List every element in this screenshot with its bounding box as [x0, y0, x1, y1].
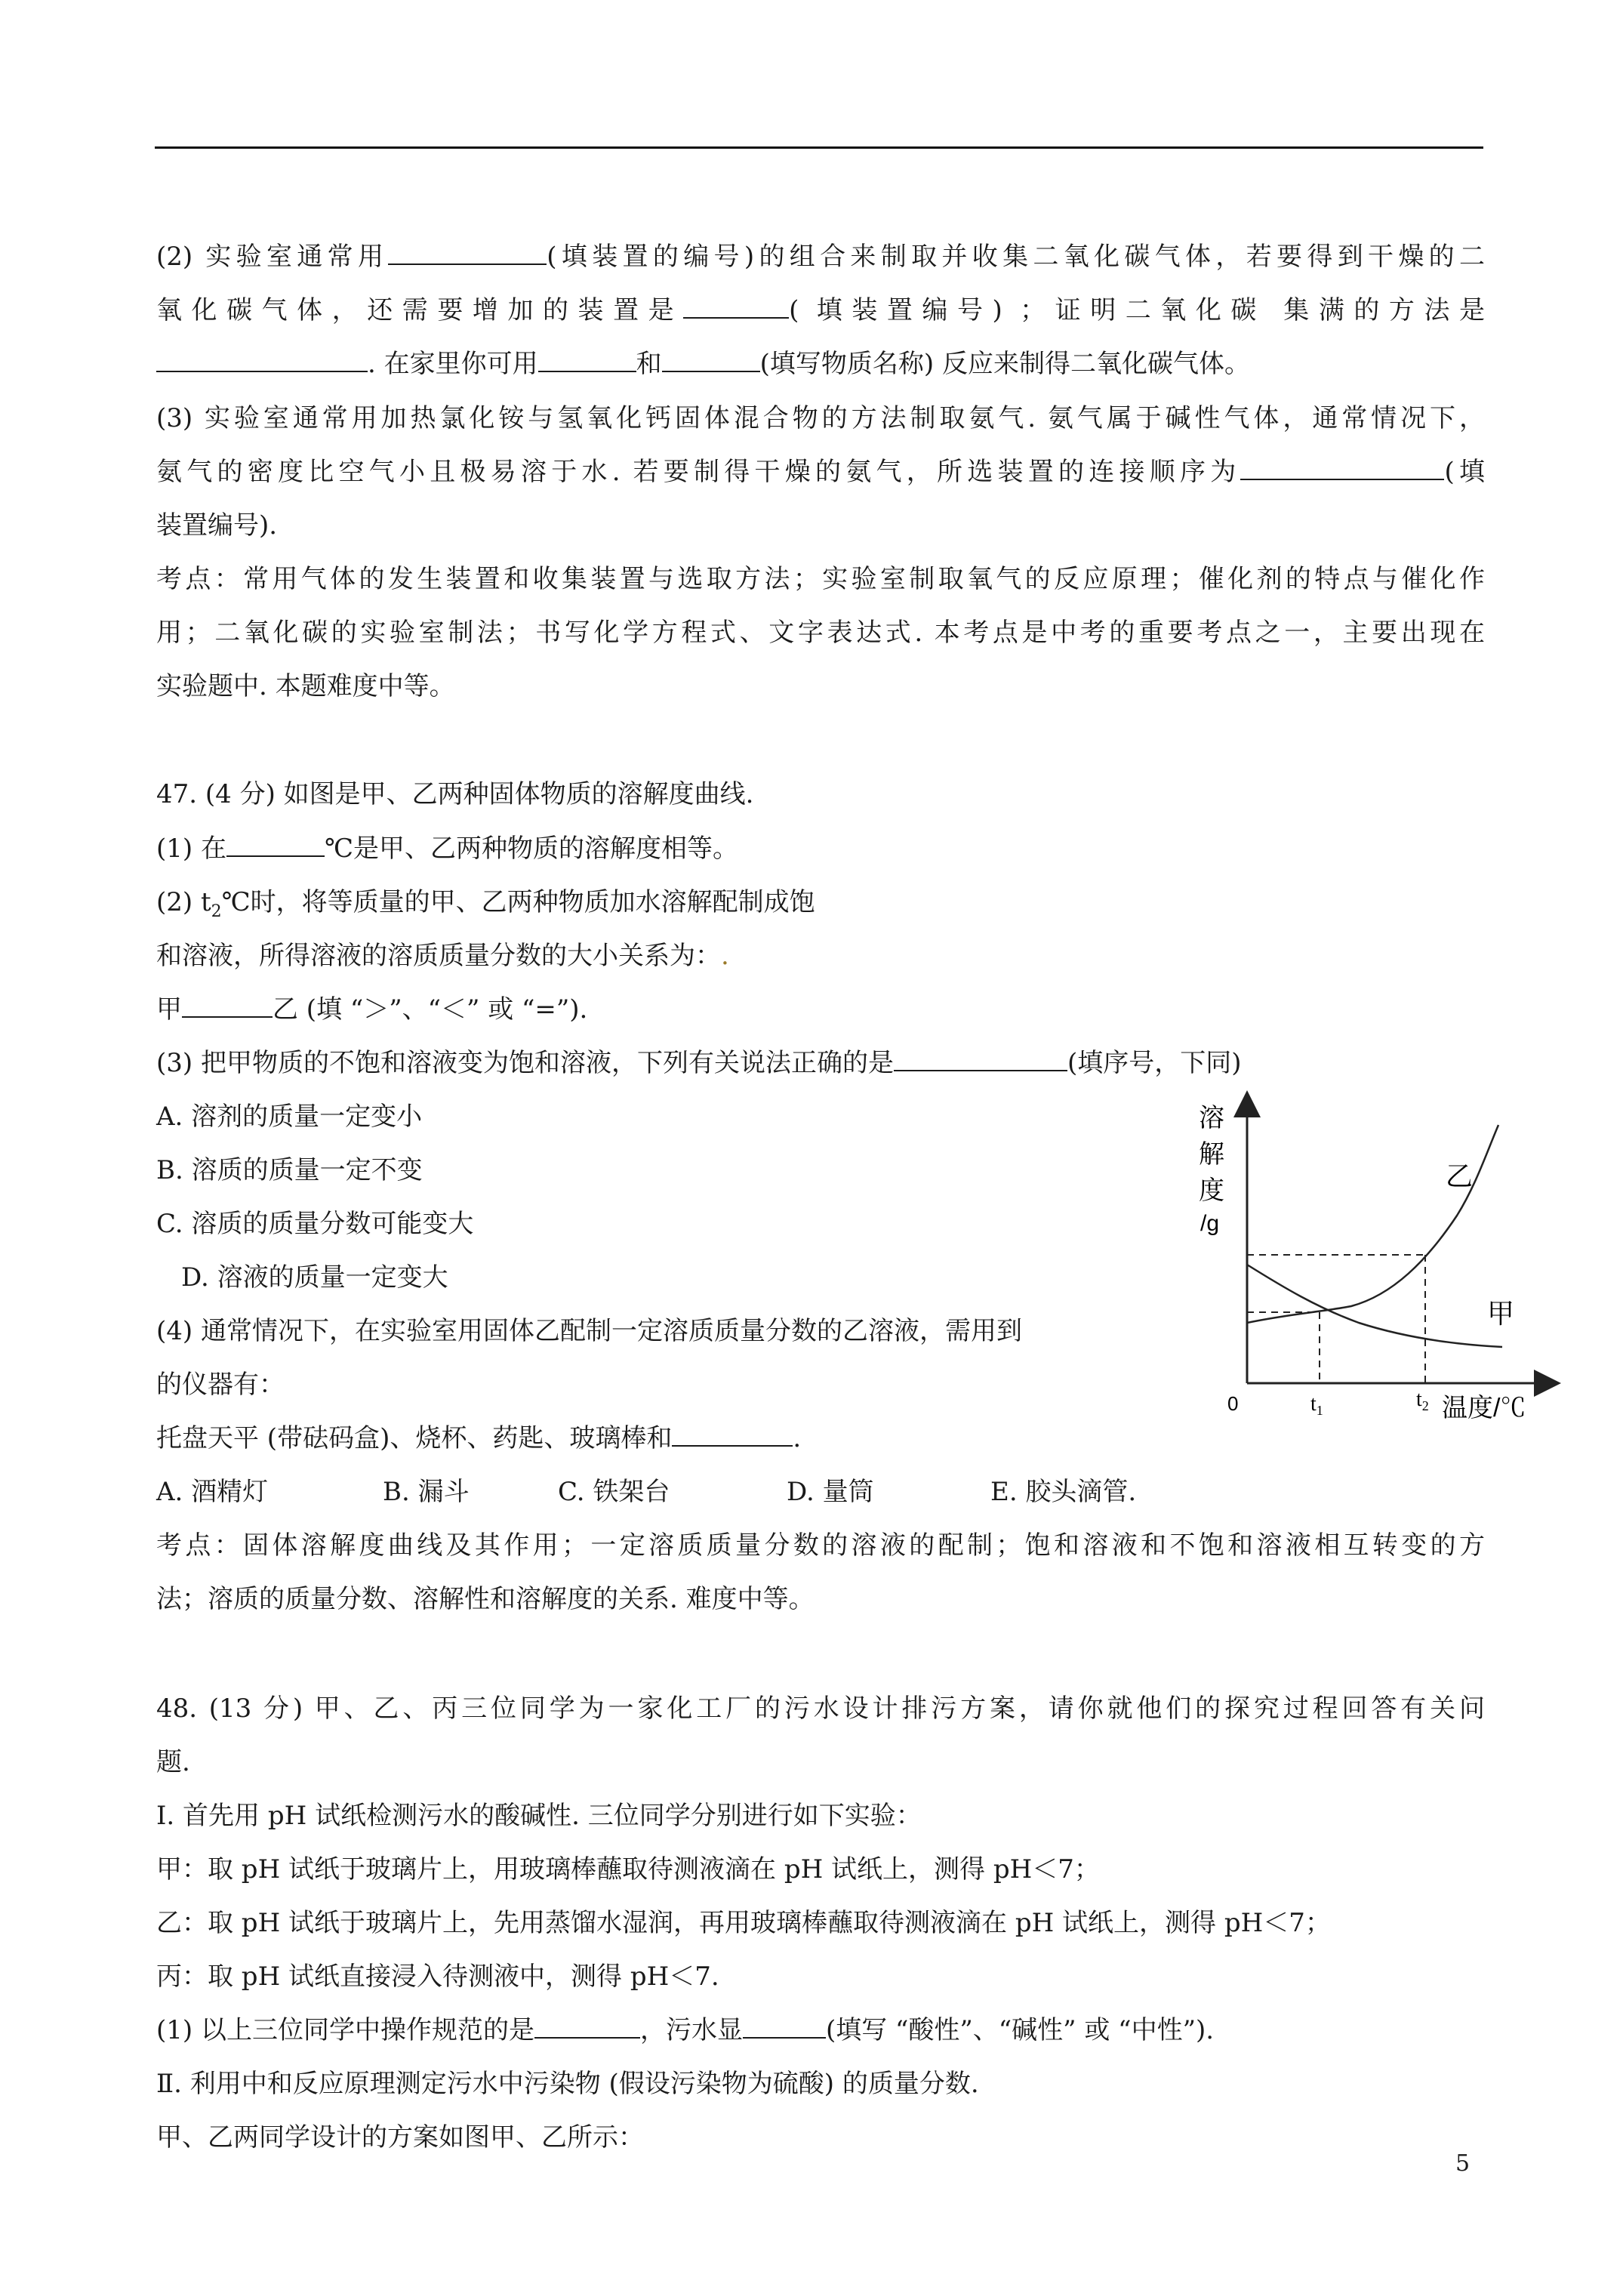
q47-sub2: (2) $t_2℃$时，将等质量的甲、乙两种物质加水溶解配制成饱 [156, 887, 815, 921]
q48-part-ii: Ⅱ. 利用中和反应原理测定污水中污染物 (假设污染物为硫酸) 的质量分数. [156, 2069, 979, 2099]
origin-label: 0 [1227, 1392, 1239, 1415]
answer-blank[interactable] [182, 994, 273, 1018]
tick-t2: $t_2$ [1416, 1388, 1429, 1413]
answer-blank[interactable] [683, 294, 789, 319]
q48-last-line: 甲、乙两同学设计的方案如图甲、乙所示： [156, 2122, 644, 2153]
q46-part3-line3: 装置编号). [156, 510, 278, 541]
q47-option-a: A. 溶剂的质量一定变小 [156, 1102, 423, 1132]
answer-blank[interactable] [894, 1047, 1067, 1071]
q46-part2-line2: 氧化碳气体，还需要增加的装置是 ( 填装置编号) ；证明二氧化碳 集满的方法是 [156, 295, 1486, 325]
page-number: 5 [1455, 2150, 1471, 2177]
choice-b: B. 漏斗 [383, 1477, 470, 1507]
q48-student-bing: 丙：取 pH 试纸直接浸入待测液中，测得 pH＜7. [156, 1962, 719, 1992]
q48-heading-line2: 题. [156, 1747, 190, 1777]
q47-sub3: (3) 把甲物质的不饱和溶液变为饱和溶液，下列有关说法正确的是 (填序号，下同) [156, 1048, 1242, 1078]
answer-blank[interactable] [388, 241, 547, 265]
curve-jia-label: 甲 [1487, 1298, 1515, 1329]
q47-heading: 47. (4 分) 如图是甲、乙两种固体物质的溶解度曲线. [156, 779, 754, 809]
y-label-4: /g [1200, 1211, 1220, 1236]
tick-t1: $t_1$ [1310, 1392, 1323, 1418]
answer-blank[interactable] [226, 833, 325, 857]
answer-blank[interactable] [156, 348, 368, 372]
q46-part3-line1: (3) 实验室通常用加热氯化铵与氢氧化钙固体混合物的方法制取氨气. 氨气属于碱性气体，通常情况下， [156, 403, 1485, 433]
header-rule [155, 146, 1483, 149]
q46-part3-line2: 氨气的密度比空气小且极易溶于水. 若要制得干燥的氨气，所选装置的连接顺序为 (填 [156, 457, 1485, 487]
q47-option-d: D. 溶液的质量一定变大 [181, 1262, 448, 1293]
q46-kaodian-line1: 考点：常用气体的发生装置和收集装置与选取方法；实验室制取氧气的反应原理；催化剂的特点与催化作 [156, 564, 1485, 594]
q48-part-i: Ⅰ. 首先用 pH 试纸检测污水的酸碱性. 三位同学分别进行如下实验： [156, 1801, 922, 1831]
y-label-2: 解 [1199, 1140, 1224, 1169]
q48-heading-line1: 48. (13 分) 甲、乙、丙三位同学为一家化工厂的污水设计排污方案，请你就他们的探究过程回答有关问 [156, 1693, 1485, 1724]
q47-sub2-line3: 甲 乙 (填 “＞”、“＜” 或 “=”). [156, 994, 588, 1025]
x-axis-label: 温度/℃ [1442, 1394, 1526, 1419]
q47-kaodian-line2: 法；溶质的质量分数、溶解性和溶解度的关系. 难度中等。 [156, 1584, 815, 1614]
choice-c: C. 铁架台 [558, 1477, 670, 1507]
y-label-3: 度 [1199, 1176, 1224, 1205]
q46-kaodian-line3: 实验题中. 本题难度中等。 [156, 671, 455, 701]
q48-sub1: (1) 以上三位同学中操作规范的是 ，污水显 (填写 “酸性”、“碱性” 或 “中性”). [156, 2015, 1215, 2045]
solubility-curve-figure [1185, 1087, 1570, 1419]
q46-kaodian-line2: 用；二氧化碳的实验室制法；书写化学方程式、文字表达式. 本考点是中考的重要考点之一，主要出现在 [156, 618, 1485, 648]
choice-d: D. 量筒 [787, 1477, 874, 1507]
answer-blank[interactable] [672, 1422, 793, 1447]
q47-sub1: (1) 在 ℃是甲、乙两种物质的溶解度相等。 [156, 834, 739, 864]
q47-option-b: B. 溶质的质量一定不变 [156, 1155, 423, 1185]
curve-jia [1247, 1265, 1502, 1347]
q47-option-c: C. 溶质的质量分数可能变大 [156, 1209, 474, 1239]
curve-yi [1247, 1125, 1498, 1323]
q47-sub4-line2: 的仪器有： [156, 1370, 285, 1400]
answer-blank[interactable] [534, 2014, 640, 2039]
q47-sub4-line3: 托盘天平 (带砝码盒)、烧杯、药匙、玻璃棒和 . [156, 1423, 802, 1453]
q47-sub2-line2: 和溶液，所得溶液的溶质质量分数的大小关系为：. [156, 941, 729, 971]
answer-blank[interactable] [662, 348, 760, 372]
q46-part2-line3: . 在家里你可用 和 (填写物质名称) 反应来制得二氧化碳气体。 [156, 346, 1485, 382]
q48-student-yi: 乙：取 pH 试纸于玻璃片上，先用蒸馏水湿润，再用玻璃棒蘸取待测液滴在 pH 试纸上，测得 pH＜7； [156, 1908, 1331, 1938]
q47-kaodian-line1: 考点：固体溶解度曲线及其作用；一定溶质质量分数的溶液的配制；饱和溶液和不饱和溶液相互转变的方 [156, 1530, 1485, 1561]
y-label-1: 溶 [1199, 1104, 1224, 1133]
choice-e: E. 胶头滴管. [990, 1477, 1137, 1507]
q46-part2-line1: (2) 实验室通常用 (填装置的编号)的组合来制取并收集二氧化碳气体，若要得到干燥的二 [156, 242, 1486, 272]
answer-blank[interactable] [1240, 456, 1444, 480]
curve-yi-label: 乙 [1446, 1160, 1474, 1191]
q48-student-jia: 甲：取 pH 试纸于玻璃片上，用玻璃棒蘸取待测液滴在 pH 试纸上，测得 pH＜7； [156, 1854, 1100, 1885]
choice-a: A. 酒精灯 [156, 1477, 269, 1507]
answer-blank[interactable] [743, 2014, 826, 2039]
answer-blank[interactable] [538, 348, 636, 372]
q47-sub4: (4) 通常情况下，在实验室用固体乙配制一定溶质质量分数的乙溶液，需用到 [156, 1316, 1022, 1346]
